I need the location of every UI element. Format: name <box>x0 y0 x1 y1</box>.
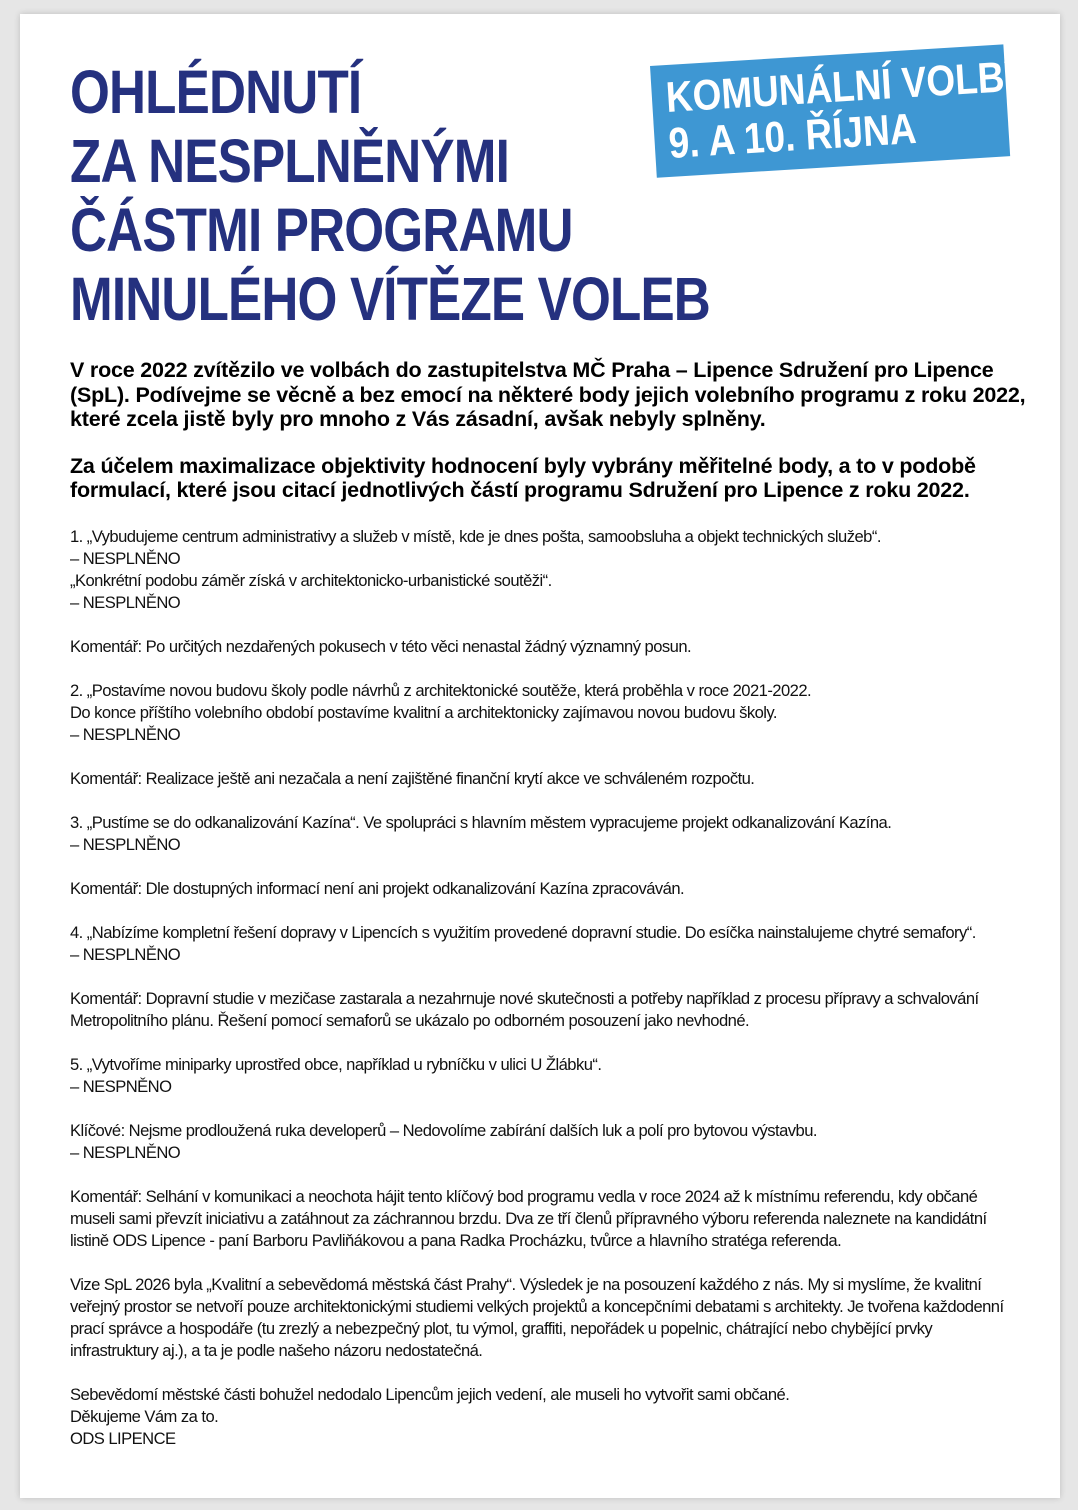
intro-section <box>70 358 1050 525</box>
badge-line: 9. A 10. ŘÍJNA <box>667 104 918 168</box>
paragraph-gap <box>70 1164 1020 1186</box>
text-line: – NESPLNĚNO <box>70 1143 181 1162</box>
text-line: 3. „Pustíme se do odkanalizování Kazína“. Ve spolupráci s hlavním městem vypracujeme projekt odkanalizování Kazína. <box>70 813 892 832</box>
badge-line: KOMUNÁLNÍ VOLBY <box>664 51 1031 123</box>
text-line: Klíčové: Nejsme prodloužená ruka developerů – Nedovolíme zabírání dalších luk a polí pro bytovou výstavbu. <box>70 1121 817 1140</box>
title-line: MINULÉHO VÍTĚZE VOLEB <box>70 265 710 333</box>
text-line: Komentář: Selhání v komunikaci a neochota hájit tento klíčový bod programu vedla v roce 2024 až k místnímu referendu, kdy občané <box>70 1187 978 1206</box>
text-line: – NESPNĚNO <box>70 1077 172 1096</box>
text-line: – NESPLNĚNO <box>70 835 181 854</box>
text-line: infrastruktury aj.), a ta je podle našeho názoru nedostatečná. <box>70 1341 483 1360</box>
text-line: „Konkrétní podobu záměr získá v architektonicko-urbanistické soutěži“. <box>70 571 552 590</box>
text-line: Děkujeme Vám za to. <box>70 1407 219 1426</box>
paragraph-gap <box>70 856 1020 878</box>
paragraph-gap <box>70 1098 1020 1120</box>
text-line: Sebevědomí městské části bohužel nedodalo Lipencům jejich vedení, ale museli ho vytvořit sami občané. <box>70 1385 790 1404</box>
text-line: – NESPLNĚNO <box>70 945 181 964</box>
badge-text <box>664 51 1031 168</box>
text-line: 5. „Vytvoříme miniparky uprostřed obce, například u rybníčku v ulici U Žlábku“. <box>70 1055 602 1074</box>
text-line: – NESPLNĚNO <box>70 549 181 568</box>
text-line: Komentář: Dle dostupných informací není ani projekt odkanalizování Kazína zpracováván. <box>70 879 685 898</box>
paragraph-gap <box>70 1032 1020 1054</box>
text-line: 4. „Nabízíme kompletní řešení dopravy v Lipencích s využitím provedené dopravní studie. Do esíčka nainstalujeme chytré semafory“. <box>70 923 976 942</box>
text-line: museli sami převzít iniciativu a zatáhnout za záchrannou brzdu. Dva ze tří členů přípravného výboru referenda naleznete na kandidátní <box>70 1209 987 1228</box>
text-line: ODS LIPENCE <box>70 1429 176 1448</box>
text-line: – NESPLNĚNO <box>70 725 181 744</box>
paragraph-gap <box>70 746 1020 768</box>
text-line: – NESPLNĚNO <box>70 593 181 612</box>
page-title <box>70 58 710 334</box>
intro-paragraph: Za účelem maximalizace objektivity hodnocení byly vybrány měřitelné body, a to v podobě formulací, které jsou citací jednotlivých částí programu Sdružení pro Lipence z roku 2022. <box>70 453 976 502</box>
paragraph-gap <box>70 790 1020 812</box>
text-line: Komentář: Realizace ještě ani nezačala a není zajištěné finanční krytí akce ve schváleném rozpočtu. <box>70 769 755 788</box>
text-line: Komentář: Dopravní studie v mezičase zastarala a nezahrnuje nové skutečnosti a potřeby například z procesu přípravy a schvalování <box>70 989 979 1008</box>
title-line: OHLÉDNUTÍ <box>70 58 362 126</box>
election-date-badge <box>650 44 1031 177</box>
text-line: 1. „Vybudujeme centrum administrativy a služeb v místě, kde je dnes pošta, samoobsluha a objekt technických služeb“. <box>70 527 881 546</box>
paragraph-gap <box>70 1362 1020 1384</box>
program-review-text <box>70 526 1020 1450</box>
paragraph-gap <box>70 658 1020 680</box>
text-line: Do konce příštího volebního období postavíme kvalitní a architektonicky zajímavou novou budovu školy. <box>70 703 777 722</box>
title-line: ZA NESPLNĚNÝMI <box>70 127 509 195</box>
text-line: veřejný prostor se netvoří pouze architektonickými studiemi velkých projektů a koncepčními debatami s architekty. Je tvořena každodenní <box>70 1297 1004 1316</box>
paragraph-gap <box>70 900 1020 922</box>
text-line: Metropolitního plánu. Řešení pomocí semaforů se ukázalo po odborném posouzení jako nevhodné. <box>70 1011 750 1030</box>
paragraph-gap <box>70 966 1020 988</box>
paragraph-gap <box>70 1252 1020 1274</box>
title-line: ČÁSTMI PROGRAMU <box>70 196 573 264</box>
intro-paragraph: V roce 2022 zvítězilo ve volbách do zastupitelstva MČ Praha – Lipence Sdružení pro Lipence (SpL). Podívejme se věcně a bez emocí na některé body jejich volebního programu z roku 2022, které zcela jistě byly pro mnoho z Vás zásadní, avšak nebyly splněny. <box>70 358 1026 431</box>
text-line: Vize SpL 2026 byla „Kvalitní a sebevědomá městská část Prahy“. Výsledek je na posouzení každého z nás. My si myslíme, že kvalitní <box>70 1275 982 1294</box>
text-line: 2. „Postavíme novou budovu školy podle návrhů z architektonické soutěže, která proběhla v roce 2021-2022. <box>70 681 812 700</box>
document-page <box>20 14 1060 1498</box>
text-line: listině ODS Lipence - paní Barboru Pavliňákovou a pana Radka Procházku, tvůrce a hlavního stratéga referenda. <box>70 1231 842 1250</box>
text-line: Komentář: Po určitých nezdařených pokusech v této věci nenastal žádný významný posun. <box>70 637 692 656</box>
text-line: prací správce a hospodáře (tu zrezlý a nebezpečný plot, tu výmol, graffiti, nepořádek u popelnic, chátrající nebo chybějící prvky <box>70 1319 933 1338</box>
paragraph-gap <box>70 614 1020 636</box>
